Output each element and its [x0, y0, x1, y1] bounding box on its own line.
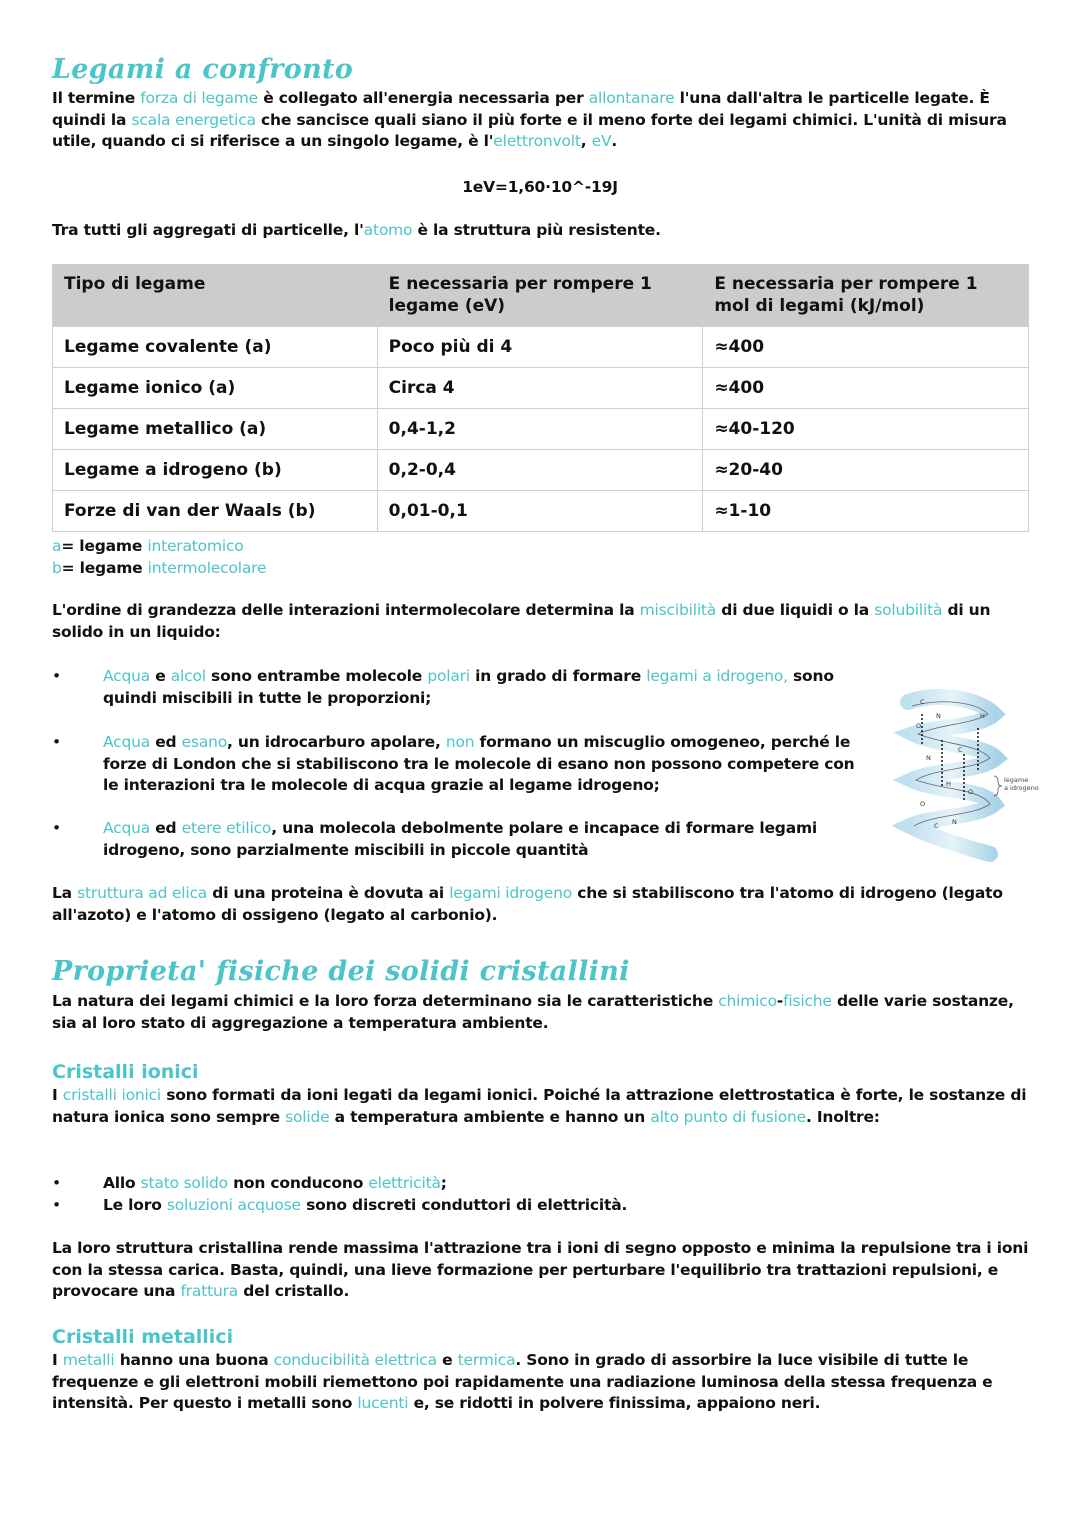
table-legend	[52, 536, 1032, 579]
text: La natura dei legami chimici e la loro forza determinano sia le caratteristiche	[52, 992, 719, 1010]
highlight: legami idrogeno	[449, 884, 573, 902]
text: sono formati da ioni legati da legami ionici. Poiché la attrazione elettrostatica è forte, le sostanze di natura ionica sono sempre	[52, 1086, 1027, 1126]
atom-label-c: C	[958, 746, 963, 754]
bullet-dot-icon: •	[52, 733, 61, 751]
legend-brace	[994, 776, 1002, 796]
subtitle-cristalli-metallici: Cristalli metallici	[52, 1326, 234, 1348]
atom-label-o: O	[968, 788, 974, 796]
highlight: struttura ad elica	[77, 884, 208, 902]
helix-label-line-1: legame	[1004, 776, 1029, 784]
list-item	[52, 818, 832, 861]
helix-label-line-2: a idrogeno	[1004, 784, 1039, 792]
formula-ev: 1eV=1,60·10^-19J	[462, 178, 618, 196]
text: La loro struttura cristallina rende massima l'attrazione tra i ioni di segno opposto e minima la repulsione tra i ioni con la stessa carica. Basta, quindi, una lieve formazione per perturbare l'equilibrio tra trattazioni repulsioni, e provocare una	[52, 1239, 1029, 1300]
paragraph-cristalli-metallici	[52, 1350, 1032, 1415]
text: ;	[440, 1174, 447, 1192]
paragraph-proteina	[52, 883, 1032, 926]
atom-label-c: C	[934, 822, 939, 830]
text: è la struttura più resistente.	[412, 221, 661, 239]
table-cell: 0,4-1,2	[377, 409, 703, 450]
table-header-cell: E necessaria per rompere 1 mol di legami (kJ/mol)	[703, 265, 1029, 327]
table-cell: Legame ionico (a)	[53, 368, 378, 409]
paragraph-atomo	[52, 220, 1032, 242]
highlight: atomo	[363, 221, 413, 239]
highlight: lucenti	[357, 1394, 409, 1412]
highlight: legami a idrogeno,	[646, 667, 788, 685]
highlight: eV	[591, 132, 612, 150]
protein-helix-illustration	[898, 688, 1039, 860]
text: di un solido in un liquido:	[52, 601, 991, 641]
highlight: cristalli ionici	[62, 1086, 162, 1104]
text: e	[436, 1351, 458, 1369]
bullet-dot-icon: •	[52, 1195, 61, 1214]
highlight: non	[445, 733, 475, 751]
paragraph-struttura-cristallina	[52, 1238, 1032, 1303]
table-cell: ≈1-10	[703, 491, 1029, 532]
list-item	[52, 732, 862, 797]
text: .	[611, 132, 618, 150]
paragraph-natura-legami	[52, 991, 1032, 1034]
text: a temperatura ambiente e hanno un	[329, 1107, 651, 1126]
highlight: elettricità	[368, 1174, 441, 1192]
highlight: esano	[181, 733, 228, 751]
table-row	[53, 409, 1029, 450]
text: e	[150, 667, 171, 685]
table-row	[53, 327, 1029, 368]
list-item	[52, 1173, 1032, 1195]
highlight: frattura	[180, 1282, 239, 1300]
highlight: metalli	[62, 1351, 115, 1369]
text: Allo	[103, 1174, 141, 1192]
table-cell: 0,2-0,4	[377, 450, 703, 491]
highlight: scala energetica	[131, 110, 256, 129]
text: I	[52, 1351, 63, 1369]
highlight: elettronvolt	[493, 132, 581, 150]
bullet-list-ionic	[52, 1173, 1032, 1216]
text: ,	[580, 132, 592, 150]
bullet-list-miscibility-3	[52, 818, 832, 861]
legend-key: a	[52, 537, 62, 555]
text: che si stabiliscono tra l'atomo di idrogeno (legato all'azoto) e l'atomo di ossigeno (legato al carbonio).	[52, 884, 1003, 924]
text: l'una dall'altra le particelle legate. È quindi la	[52, 89, 990, 129]
legend-key: b	[52, 558, 62, 577]
highlight: Acqua	[103, 819, 151, 837]
highlight: conducibilità elettrica	[273, 1351, 437, 1369]
list-item	[52, 666, 872, 709]
atom-label-n: N	[952, 818, 957, 826]
highlight: allontanare	[588, 89, 675, 107]
table-cell: ≈400	[703, 368, 1029, 409]
table-cell: Legame metallico (a)	[53, 409, 378, 450]
section-title-legami: Legami a confronto	[52, 54, 354, 85]
text: formano un miscuglio omogeneo, perché le forze di London che si stabiliscono tra le molecole di esano non possono competere con le interazioni tra le molecole di acqua grazie al legame idrogeno;	[103, 733, 855, 794]
highlight: alto punto di fusione	[650, 1107, 806, 1126]
text: Le loro	[103, 1195, 167, 1214]
atom-label-n: N	[926, 754, 931, 762]
table-row	[53, 450, 1029, 491]
highlight: intermolecolare	[147, 558, 267, 577]
table-cell: Forze di van der Waals (b)	[53, 491, 378, 532]
paragraph-cristalli-ionici	[52, 1085, 1032, 1128]
text: L'ordine di grandezza delle interazioni intermolecolare determina la	[52, 601, 640, 619]
text: sono entrambe molecole	[205, 667, 428, 685]
paragraph-miscibilita	[52, 600, 1032, 643]
text: delle varie sostanze, sia al loro stato di aggregazione a temperatura ambiente.	[52, 992, 1014, 1032]
text: Il termine	[52, 89, 141, 107]
highlight: chimico	[718, 992, 777, 1010]
text: Tra tutti gli aggregati di particelle, l'	[52, 221, 364, 239]
text: , un idrocarburo apolare,	[227, 733, 446, 751]
text: . Sono in grado di assorbire la luce visibile di tutte le frequenze e gli elettroni mobili riemettono poi rapidamente una radiazione luminosa della stessa frequenza e intensità. Per questo i metalli sono	[52, 1351, 993, 1412]
table-cell: Poco più di 4	[377, 327, 703, 368]
legend-item-b	[52, 558, 1032, 580]
atom-label-h: H	[946, 780, 951, 788]
text: di due liquidi o la	[716, 601, 875, 619]
table-cell: 0,01-0,1	[377, 491, 703, 532]
table-cell: Legame covalente (a)	[53, 327, 378, 368]
text: di una proteina è dovuta ai	[207, 884, 450, 902]
bullet-dot-icon: •	[52, 819, 61, 837]
text: = legame	[61, 558, 148, 577]
table-header-cell: E necessaria per rompere 1 legame (eV)	[377, 265, 703, 327]
text: I	[52, 1086, 63, 1104]
highlight: alcol	[170, 667, 206, 685]
text: che sancisce quali siano il più forte e il meno forte dei legami chimici. L'unità di misura utile, quando ci si riferisce a un singolo legame, è l'	[52, 110, 1007, 150]
helix-ribbon	[908, 697, 996, 854]
text: sono discreti conduttori di elettricità.	[300, 1195, 628, 1214]
highlight: etere etilico	[181, 819, 272, 837]
atom-label-o: O	[920, 800, 926, 808]
text: La	[52, 884, 78, 902]
highlight: solubilità	[874, 601, 943, 619]
table-header-cell: Tipo di legame	[53, 265, 378, 327]
table-row	[53, 491, 1029, 532]
subtitle-cristalli-ionici: Cristalli ionici	[52, 1061, 199, 1083]
text: non conducono	[227, 1174, 369, 1192]
table-header-row	[53, 265, 1029, 327]
table-cell: ≈400	[703, 327, 1029, 368]
paragraph-forza-legame	[52, 88, 1032, 153]
text: in grado di formare	[469, 667, 647, 685]
table-cell: ≈20-40	[703, 450, 1029, 491]
table-cell: ≈40-120	[703, 409, 1029, 450]
bullet-list-miscibility-1	[52, 666, 872, 709]
legend-item-a	[52, 536, 1032, 558]
table-cell: Circa 4	[377, 368, 703, 409]
text: -	[776, 992, 784, 1010]
highlight: solide	[285, 1107, 330, 1126]
table-row	[53, 368, 1029, 409]
bond-energy-table	[52, 264, 1029, 532]
bullet-dot-icon: •	[52, 1174, 61, 1192]
text: hanno una buona	[114, 1351, 274, 1369]
atom-label-h: H	[980, 712, 985, 720]
highlight: Acqua	[103, 667, 151, 685]
highlight: stato solido	[140, 1174, 228, 1192]
highlight: Acqua	[103, 733, 151, 751]
text: sono quindi miscibili in tutte le proporzioni;	[103, 667, 834, 707]
text: , una molecola debolmente polare e incapace di formare legami idrogeno, sono parzialmente miscibili in piccole quantità	[103, 819, 818, 859]
atom-label-c: C	[920, 698, 925, 706]
highlight: termica	[457, 1351, 516, 1369]
highlight: fisiche	[783, 992, 832, 1010]
text: del cristallo.	[238, 1282, 350, 1300]
highlight: interatomico	[147, 537, 244, 555]
section-title-solidi: Proprieta' fisiche dei solidi cristallini	[52, 956, 630, 987]
bullet-list-miscibility-2	[52, 732, 862, 797]
text: = legame	[61, 537, 148, 555]
text: ed	[150, 819, 182, 837]
bullet-dot-icon: •	[52, 667, 61, 685]
atom-label-n: N	[936, 712, 941, 720]
table-cell: Legame a idrogeno (b)	[53, 450, 378, 491]
list-item	[52, 1195, 1032, 1217]
atom-label-o: O	[916, 722, 922, 730]
text: e, se ridotti in polvere finissima, appaiono neri.	[408, 1394, 821, 1412]
highlight: miscibilità	[639, 601, 717, 619]
text: . Inoltre:	[805, 1107, 880, 1126]
highlight: soluzioni acquose	[166, 1195, 301, 1214]
highlight: forza di legame	[140, 89, 259, 107]
text: ed	[150, 733, 182, 751]
text: è collegato all'energia necessaria per	[258, 89, 589, 107]
highlight: polari	[427, 667, 470, 685]
